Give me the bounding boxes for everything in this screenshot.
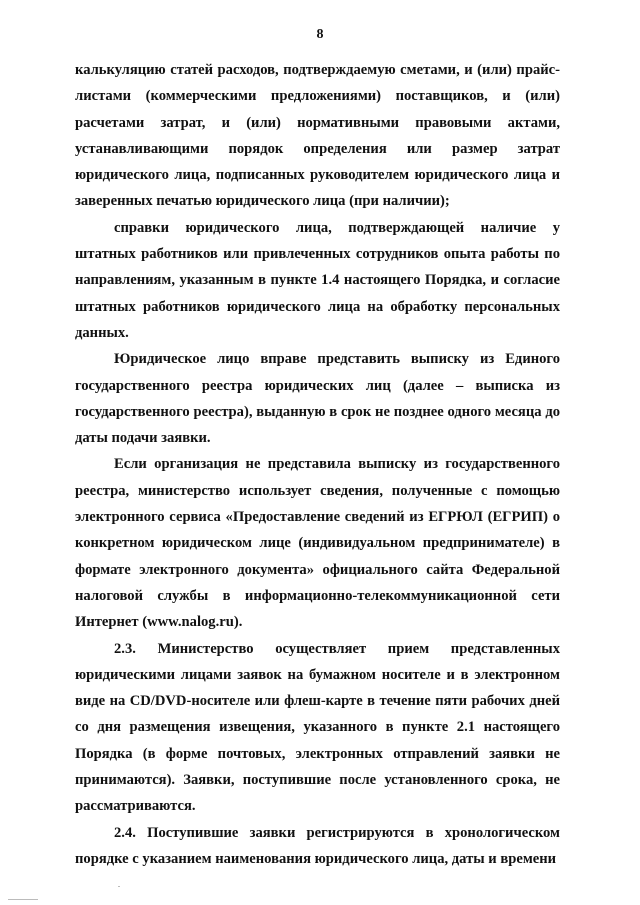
paragraph-cost-calculation: калькуляцию статей расходов, подтверждаемую сметами, и (или) прайс-листами (коммерческими предложениями) поставщиков, и (или) расчетами затрат, и (или) нормативными правовыми актами, устанавливающими порядок определения или размер затрат юридического лица, подписанных руководителем юридического лица и заверенных печатью юридического лица (при наличии); xyxy=(75,62,560,210)
paragraph-staff-certificate: справки юридического лица, подтверждающей наличие у штатных работников или привлеченных сотрудников опыта работы по направлениям, указанным в пункте 1.4 настоящего Порядка, и согласие штатных работников юридического лица на обработку персональных данных. xyxy=(75,219,560,341)
paragraph-2-3-application-intake: 2.3. Министерство осуществляет прием представленных юридическими лицами заявок на бумажном носителе и в электронном виде на CD/DVD-носителе или флеш-карте в течение пяти рабочих дней со дня размещения извещения, указанного в пункте 2.1 настоящего Порядка (в форме почтовых, электронных отправлений заявки не принимаются). Заявки, поступившие после установленного срока, не рассматриваются. xyxy=(75,640,560,815)
page-number: 8 xyxy=(316,27,324,42)
scan-artifact xyxy=(118,886,120,887)
paragraph-2-4-registration: 2.4. Поступившие заявки регистрируются в хронологическом порядке с указанием наименования юридического лица, даты и времени xyxy=(75,824,560,867)
scan-artifact xyxy=(8,899,38,900)
document-body xyxy=(75,57,560,872)
paragraph-egrul-service: Если организация не представила выписку из государственного реестра, министерство использует сведения, полученные с помощью электронного сервиса «Предоставление сведений из ЕГРЮЛ (ЕГРИП) о конкретном юридическом лице (индивидуальном предпринимателе) в формате электронного документа» официального сайта Федеральной налоговой службы в информационно-телекоммуникационной сети Интернет (www.nalog.ru). xyxy=(75,456,560,631)
paragraph-registry-extract: Юридическое лицо вправе представить выписку из Единого государственного реестра юридических лиц (далее – выписка из государственного реестра), выданную в срок не позднее одного месяца до даты подачи заявки. xyxy=(75,351,560,447)
